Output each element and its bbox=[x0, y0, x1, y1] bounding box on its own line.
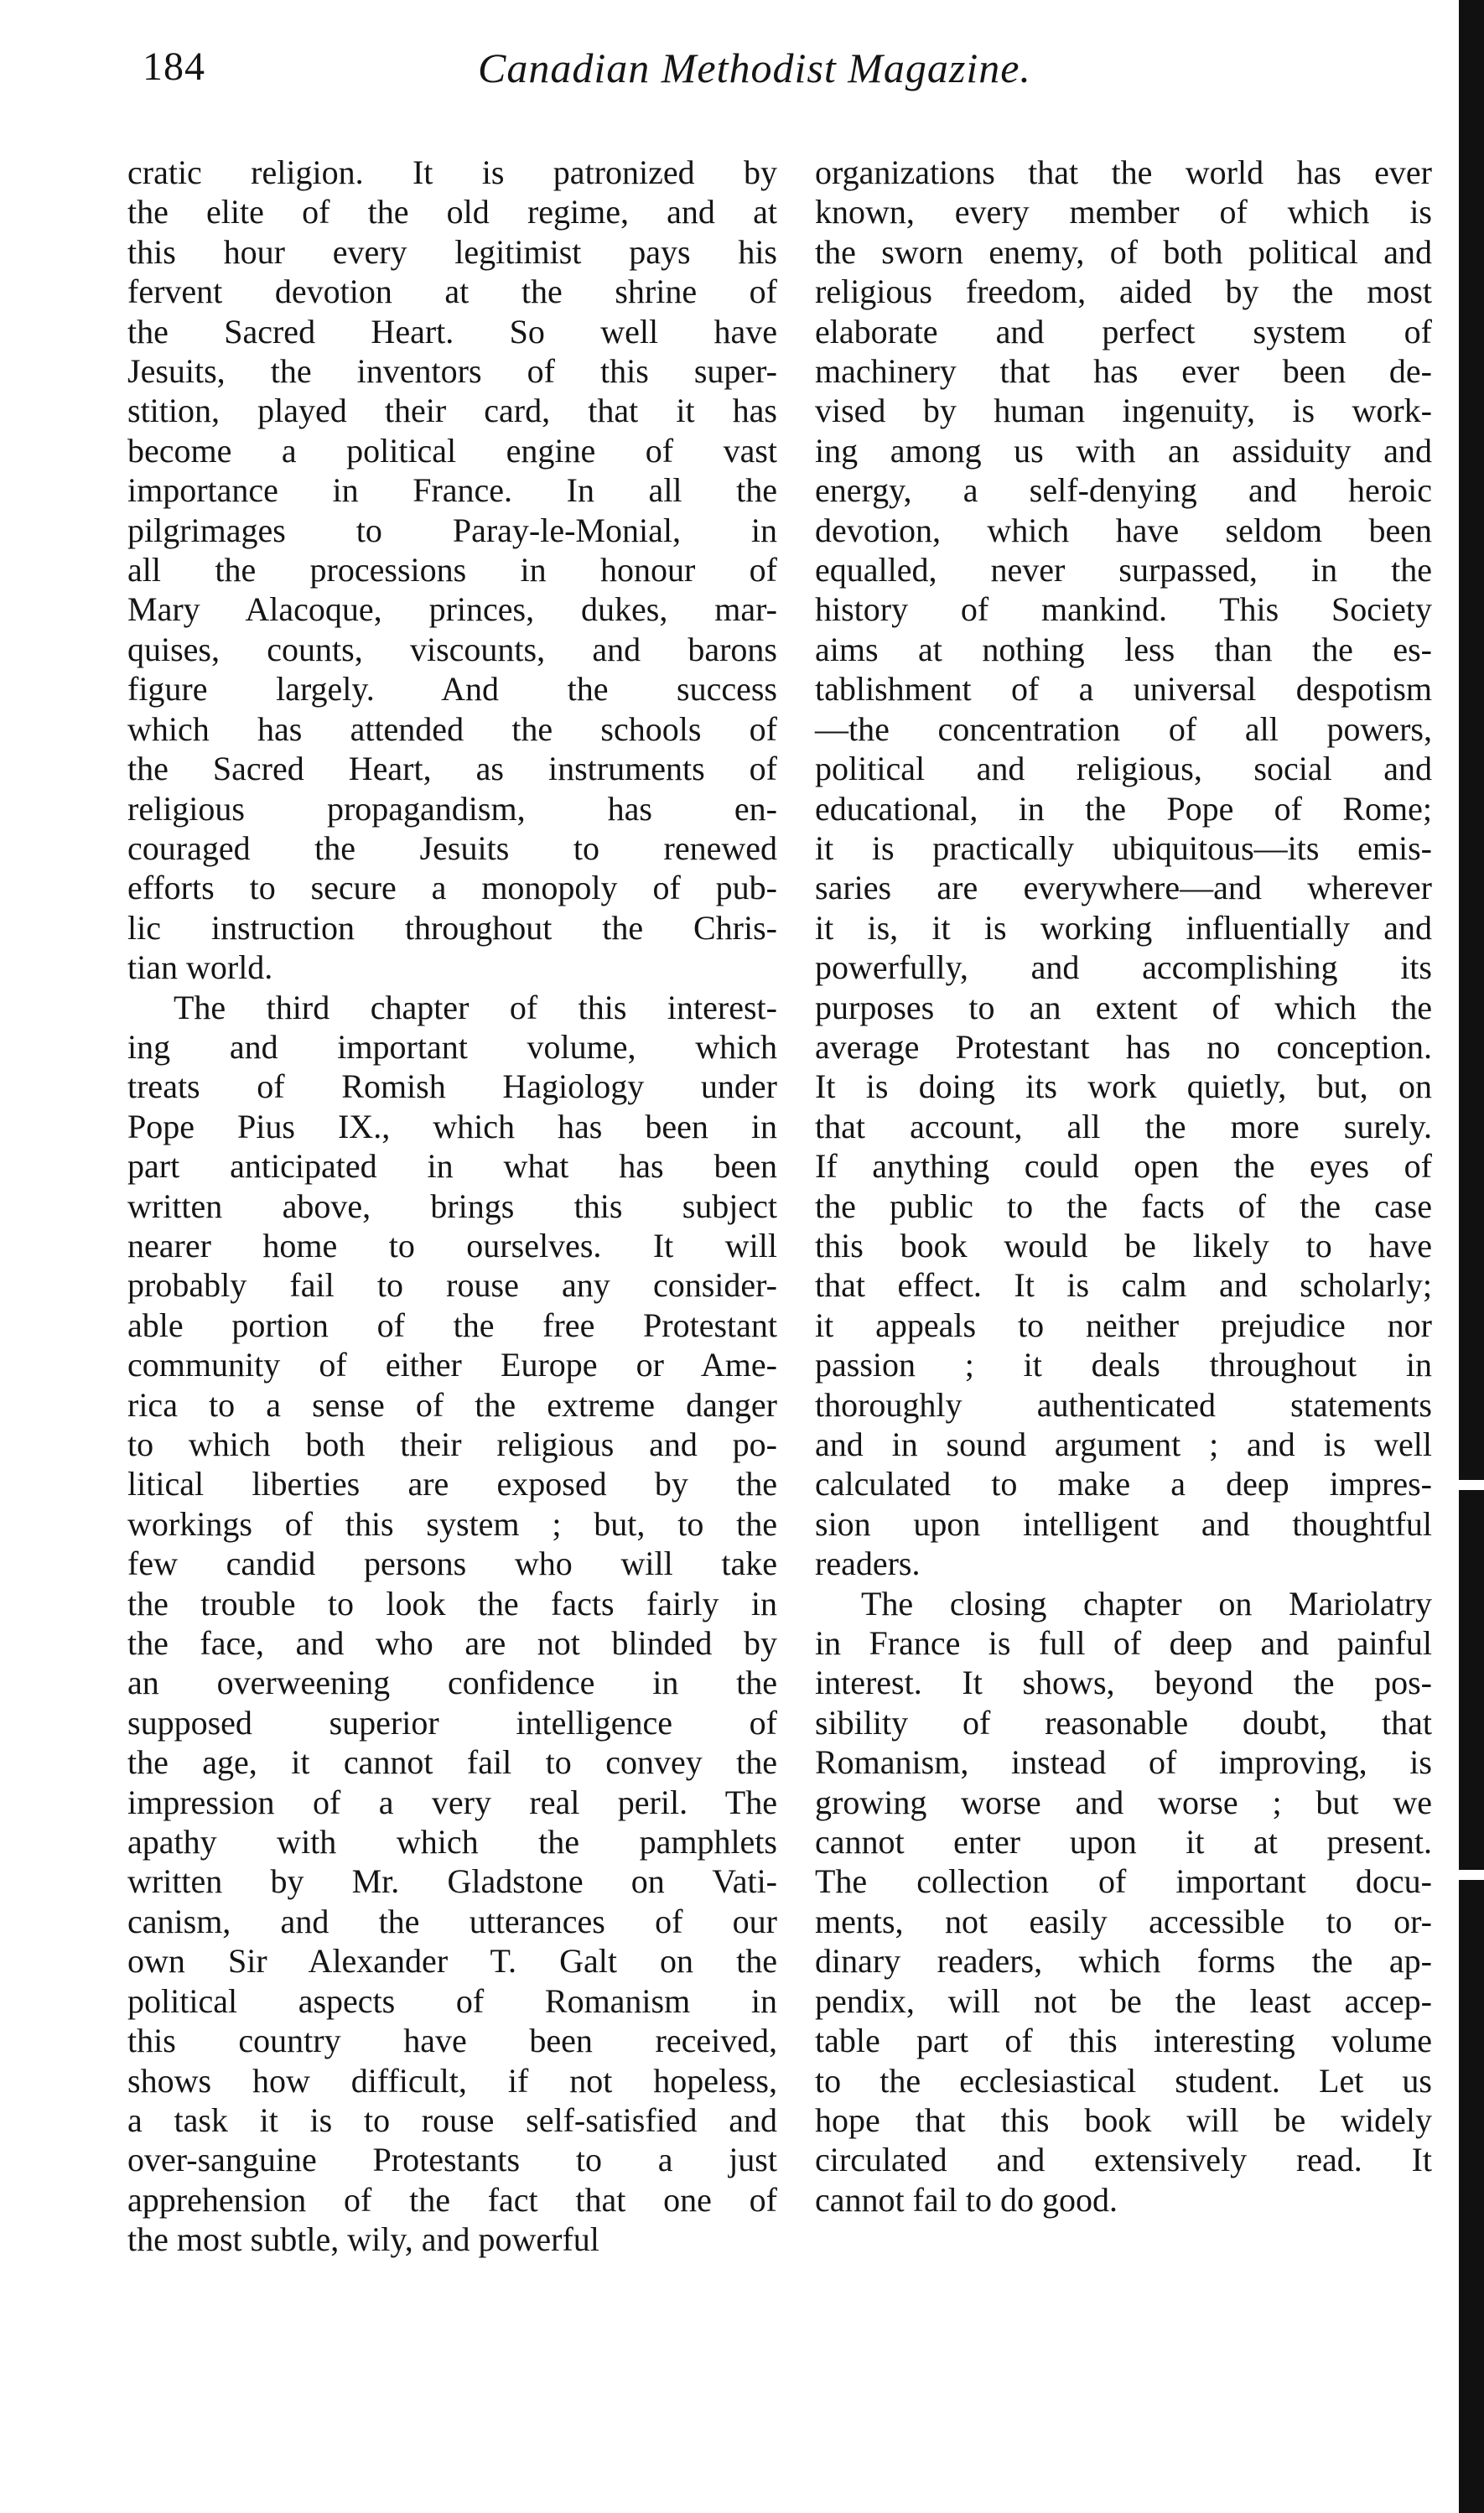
text-line: Jesuits, the inventors of this super- bbox=[127, 352, 777, 391]
text-line: equalled, never surpassed, in the bbox=[815, 551, 1432, 589]
page-number: 184 bbox=[143, 44, 205, 89]
text-line: this book would be likely to have bbox=[815, 1226, 1432, 1264]
text-line: powerfully, and accomplishing its bbox=[815, 948, 1432, 987]
text-line: passion ; it deals throughout in bbox=[815, 1346, 1432, 1384]
text-line: circulated and extensively read. It bbox=[815, 2141, 1432, 2179]
text-line: table part of this interesting volume bbox=[815, 2022, 1432, 2060]
text-line: the elite of the old regime, and at bbox=[127, 193, 777, 231]
scan-edge-shadow bbox=[1459, 0, 1484, 2513]
text-line: written above, brings this subject bbox=[127, 1186, 777, 1225]
text-line: supposed superior intelligence of bbox=[127, 1703, 777, 1742]
text-line: The collection of important docu- bbox=[815, 1862, 1432, 1901]
text-line: It is doing its work quietly, but, on bbox=[815, 1067, 1432, 1106]
text-line: The closing chapter on Mariolatry bbox=[861, 1584, 1432, 1623]
text-line: probably fail to rouse any consider- bbox=[127, 1266, 777, 1305]
text-line: sion upon intelligent and thoughtful bbox=[815, 1504, 1432, 1543]
text-line: Pope Pius IX., which has been in bbox=[127, 1107, 777, 1145]
text-line: efforts to secure a monopoly of pub- bbox=[127, 869, 777, 907]
text-line: litical liberties are exposed by the bbox=[127, 1465, 777, 1503]
text-line: community of either Europe or Ame- bbox=[127, 1346, 777, 1384]
text-line: all the processions in honour of bbox=[127, 551, 777, 589]
text-line: religious freedom, aided by the most bbox=[815, 273, 1432, 311]
text-line: interest. It shows, beyond the pos- bbox=[815, 1664, 1432, 1702]
text-line: ments, not easily accessible to or- bbox=[815, 1902, 1432, 1940]
right-column bbox=[815, 153, 1432, 2220]
text-line: saries are everywhere—and wherever bbox=[815, 869, 1432, 907]
text-line: it is, it is working influentially and bbox=[815, 908, 1432, 947]
text-line: Mary Alacoque, princes, dukes, mar- bbox=[127, 590, 777, 629]
text-line: it appeals to neither prejudice nor bbox=[815, 1306, 1432, 1344]
text-line: purposes to an extent of which the bbox=[815, 988, 1432, 1026]
text-line: importance in France. In all the bbox=[127, 471, 777, 510]
text-line: readers. bbox=[815, 1545, 921, 1583]
text-line: elaborate and perfect system of bbox=[815, 312, 1432, 350]
text-line: thoroughly authenticated statements bbox=[815, 1385, 1432, 1424]
text-line: to which both their religious and po- bbox=[127, 1425, 777, 1463]
text-line: cannot enter upon it at present. bbox=[815, 1823, 1432, 1861]
text-line: ing among us with an assiduity and bbox=[815, 431, 1432, 470]
text-line: part anticipated in what has been bbox=[127, 1147, 777, 1186]
text-line: shows how difficult, if not hopeless, bbox=[127, 2061, 777, 2100]
text-line: Romanism, instead of improving, is bbox=[815, 1743, 1432, 1782]
left-column bbox=[127, 153, 777, 2260]
text-line: that account, all the more surely. bbox=[815, 1107, 1432, 1145]
text-line: stition, played their card, that it has bbox=[127, 392, 777, 430]
text-line: the public to the facts of the case bbox=[815, 1186, 1432, 1225]
text-line: average Protestant has no conception. bbox=[815, 1027, 1432, 1066]
text-line: the face, and who are not blinded by bbox=[127, 1624, 777, 1663]
text-line: cannot fail to do good. bbox=[815, 2180, 1118, 2219]
text-line: become a political engine of vast bbox=[127, 431, 777, 470]
text-line: apathy with which the pamphlets bbox=[127, 1823, 777, 1861]
text-line: the sworn enemy, of both political and bbox=[815, 232, 1432, 271]
text-line: the trouble to look the facts fairly in bbox=[127, 1584, 777, 1623]
text-line: fervent devotion at the shrine of bbox=[127, 273, 777, 311]
text-line: energy, a self-denying and heroic bbox=[815, 471, 1432, 510]
text-line: treats of Romish Hagiology under bbox=[127, 1067, 777, 1106]
text-line: pilgrimages to Paray-le-Monial, in bbox=[127, 511, 777, 549]
text-line: impression of a very real peril. The bbox=[127, 1783, 777, 1821]
text-line: educational, in the Pope of Rome; bbox=[815, 789, 1432, 828]
scan-edge-gap bbox=[1459, 1870, 1484, 1880]
text-line: written by Mr. Gladstone on Vati- bbox=[127, 1862, 777, 1901]
text-line: the Sacred Heart. So well have bbox=[127, 312, 777, 350]
text-line: known, every member of which is bbox=[815, 193, 1432, 231]
text-line: If anything could open the eyes of bbox=[815, 1147, 1432, 1186]
text-line: own Sir Alexander T. Galt on the bbox=[127, 1942, 777, 1981]
text-line: tian world. bbox=[127, 948, 273, 987]
text-line: an overweening confidence in the bbox=[127, 1664, 777, 1702]
text-line: political and religious, social and bbox=[815, 750, 1432, 788]
text-line: quises, counts, viscounts, and barons bbox=[127, 630, 777, 668]
text-line: dinary readers, which forms the ap- bbox=[815, 1942, 1432, 1981]
text-line: pendix, will not be the least accep- bbox=[815, 1981, 1432, 2020]
text-line: the age, it cannot fail to convey the bbox=[127, 1743, 777, 1782]
text-line: ing and important volume, which bbox=[127, 1027, 777, 1066]
text-line: in France is full of deep and painful bbox=[815, 1624, 1432, 1663]
text-line: sibility of reasonable doubt, that bbox=[815, 1703, 1432, 1742]
text-line: that effect. It is calm and scholarly; bbox=[815, 1266, 1432, 1305]
text-line: the Sacred Heart, as instruments of bbox=[127, 750, 777, 788]
text-line: this hour every legitimist pays his bbox=[127, 232, 777, 271]
text-line: political aspects of Romanism in bbox=[127, 1981, 777, 2020]
text-line: the most subtle, wily, and powerful bbox=[127, 2220, 599, 2259]
text-line: calculated to make a deep impres- bbox=[815, 1465, 1432, 1503]
running-title: Canadian Methodist Magazine. bbox=[478, 44, 1031, 91]
text-line: it is practically ubiquitous—its emis- bbox=[815, 828, 1432, 867]
text-line: devotion, which have seldom been bbox=[815, 511, 1432, 549]
text-line: over-sanguine Protestants to a just bbox=[127, 2141, 777, 2179]
text-line: lic instruction throughout the Chris- bbox=[127, 908, 777, 947]
text-line: hope that this book will be widely bbox=[815, 2100, 1432, 2139]
text-line: cratic religion. It is patronized by bbox=[127, 153, 777, 191]
text-line: religious propagandism, has en- bbox=[127, 789, 777, 828]
text-line: figure largely. And the success bbox=[127, 670, 777, 709]
text-line: which has attended the schools of bbox=[127, 709, 777, 748]
text-line: workings of this system ; but, to the bbox=[127, 1504, 777, 1543]
text-line: The third chapter of this interest- bbox=[174, 988, 777, 1026]
text-line: couraged the Jesuits to renewed bbox=[127, 828, 777, 867]
scan-edge-gap bbox=[1459, 1480, 1484, 1490]
text-line: —the concentration of all powers, bbox=[815, 709, 1432, 748]
text-line: and in sound argument ; and is well bbox=[815, 1425, 1432, 1463]
text-line: history of mankind. This Society bbox=[815, 590, 1432, 629]
text-line: able portion of the free Protestant bbox=[127, 1306, 777, 1344]
text-line: machinery that has ever been de- bbox=[815, 352, 1432, 391]
text-line: tablishment of a universal despotism bbox=[815, 670, 1432, 709]
text-line: growing worse and worse ; but we bbox=[815, 1783, 1432, 1821]
text-line: nearer home to ourselves. It will bbox=[127, 1226, 777, 1264]
text-line: aims at nothing less than the es- bbox=[815, 630, 1432, 668]
text-line: a task it is to rouse self-satisfied and bbox=[127, 2100, 777, 2139]
text-line: vised by human ingenuity, is work- bbox=[815, 392, 1432, 430]
text-line: to the ecclesiastical student. Let us bbox=[815, 2061, 1432, 2100]
text-line: this country have been received, bbox=[127, 2022, 777, 2060]
text-line: canism, and the utterances of our bbox=[127, 1902, 777, 1940]
text-line: organizations that the world has ever bbox=[815, 153, 1432, 191]
text-line: apprehension of the fact that one of bbox=[127, 2180, 777, 2219]
text-line: few candid persons who will take bbox=[127, 1545, 777, 1583]
text-line: rica to a sense of the extreme danger bbox=[127, 1385, 777, 1424]
